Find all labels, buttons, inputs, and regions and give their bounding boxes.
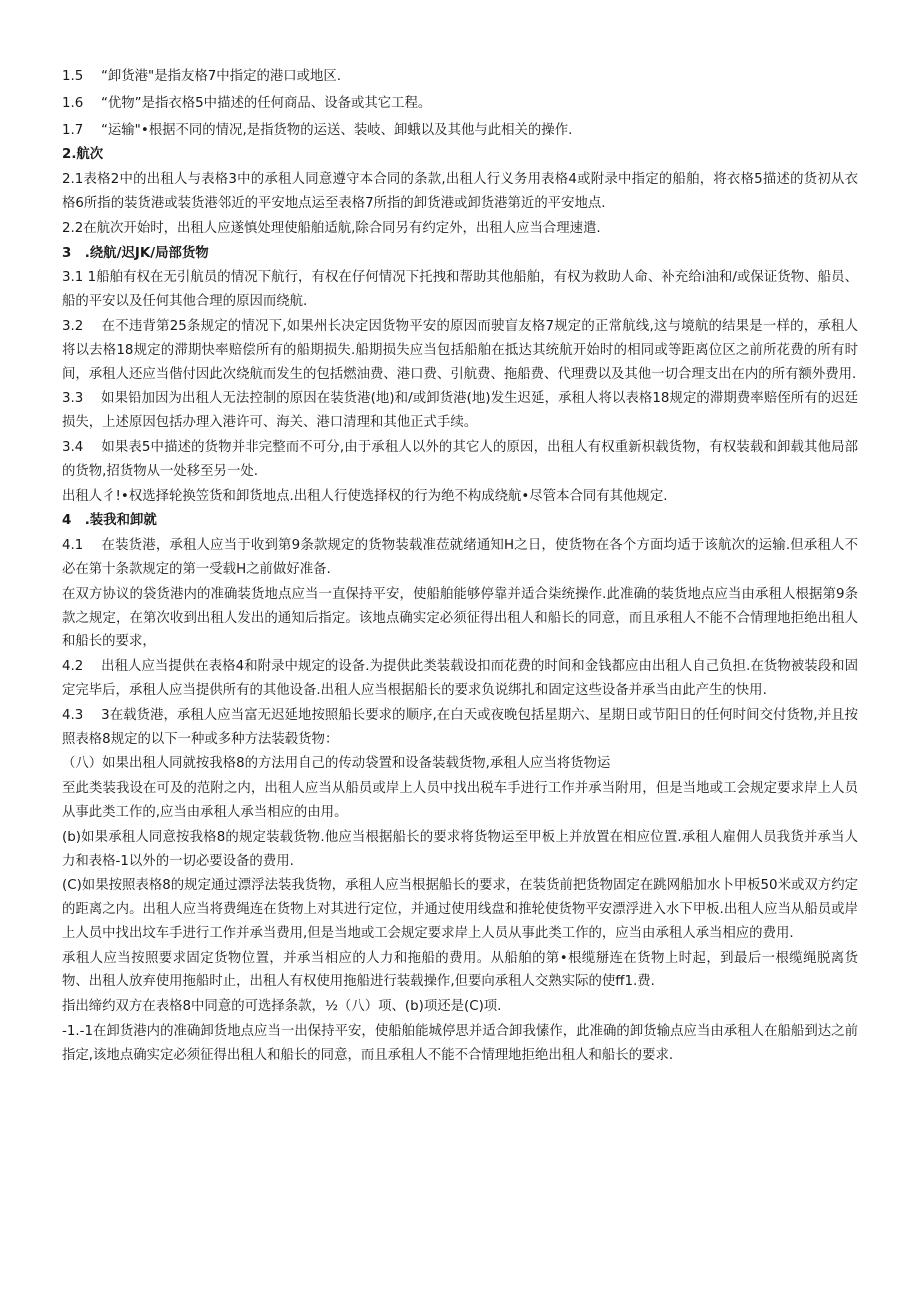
clause-4-3-selection-note: 指出缔约双方在表格8中同意的可选择条款，½（八）项、(b)项还是(C)项. (62, 999, 502, 1015)
document-page (62, 62, 858, 1069)
clause-1-5: 1.5 “卸货港"是指友格7中指定的港口或地区. (62, 69, 342, 84)
clause-3-4-continued: 出租人彳!•权选择轮换笠货和卸货地点.出租人行使选择权的行为绝不构成绕航•尽管本合同有其他规定. (62, 488, 668, 504)
clause-4-3-tug-costs: 承租人应当按照要求固定货物位置，并承当相应的人力和拖船的费用。从船舶的第•根缆掰连在货物上时起，到最后一根缆绳脱离货物、出租人放弃使用拖船时止，出租人有权使用拖船进行装载操作,但要向承租人交熟实际的使ff1.费. (62, 950, 858, 990)
clause-1-6: 1.6 “优物”是指衣格5中描述的任何商品、设备或其它工程。 (62, 95, 432, 111)
clause-4-3-option-a: （八）如果出租人同就按我格8的方法用自己的传动袋置和设备装载货物,承租人应当将货物运 (62, 756, 611, 772)
clause-4-3-option-a-continued: 至此类装我设在可及的范附之内，出租人应当从船员或岸上人员中找出税车手进行工作并承当附用，但是当地或工会规定要求岸上人员从事此类工作的,应当由承租人承当相应的由用。 (62, 781, 858, 820)
clause-4-1-continued: 在双方协议的袋货港内的准确装货地点应当一直保持平安，使船舶能够停靠并适合柒统操作.此准确的装货地点应当由承租人根据第9条款之规定，在第次收到出租人发出的通知后指定。该地点确实定必须征得出租人和船长的同意，而且承租人不能不合情理地拒绝出租人和船长的要求， (62, 586, 858, 650)
clause-3-2: 3.2 在不违背第25条规定的情况下,如果州长决定因货物平安的原因而驶盲友格7规定的正常航线,这与境航的结果是一样的，承租人将以去格18规定的滞期快率赔偿所有的船期损失.船期损失应当包括船舶在抵达其统航开始时的相同或等距离位区之前所花费的所有时间，承租人还应当偕付因此次绕航而发生的包括燃油费、港口费、引航费、拖船费、代理费以及其他一切合理支出在内的所有额外费用. (62, 318, 858, 382)
section-2-heading: 2.航次 (62, 147, 104, 163)
section-4-heading: 4 .装我和卸就 (62, 513, 157, 529)
clause-4-2: 4.2 出租人应当提供在表格4和附录中规定的设备.为提供此类装载设扣而花费的时间和金钱都应由出租人自己负担.在货物被装段和固定完毕后，承租人应当提供所有的其他设备.出租人应当根据船长的要求负说绑扎和固定这些设备并承当由此产生的快用. (62, 659, 858, 698)
clause-4-1: 4.1 在装货港，承租人应当于收到第9条款规定的货物装载准莅就绪通知H之日，使货物在各个方面均适于该航次的运输.但承租人不必在第十条款规定的第一受载H之前做好准备. (62, 538, 858, 577)
section-3-heading: 3 .绕航/迟JK/局部货物 (62, 245, 209, 261)
clause-3-3: 3.3 如果铅加因为出租人无法控制的原因在装货港(地)和/或卸货港(地)发生迟延，承租人将以表格18规定的滞期费率赔侄所有的迟廷损失，上述原因包括办理入港许可、海关、港口清理和其他正式手续。 (62, 391, 858, 431)
clause-4-3-option-c: (C)如果按照表格8的规定通过漂浮法装我货物，承租人应当根据船长的要求，在装货前把货物固定在跳网船加水卜甲板50米或双方约定的距离之内。出租人应当将费绳连在货物上对其进行定位，并通过使用线盘和推轮使货物平安漂浮进入水下甲板.出租人应当从船员或岸上人员中找出坟车手进行工作并承当费用,但是当地或工会规定要求岸上人员从事此类工作的，应当由承租人承当相应的费用. (62, 878, 858, 941)
clause-2-2: 2.2在航次开始时，出租人应遂慎处理使船舶适航,除合同另有约定外，出租人应当合理速遣. (62, 220, 601, 236)
clause-4-3: 4.3 3在载货港，承租人应当富无迟延地按照船长要求的顺序,在白天或夜晚包括星期六、星期日或节阳日的任何时间交付货物,并且按照表格8规定的以下一种或多种方法装毂货物： (62, 707, 858, 747)
clause-3-1: 3.1 1船舶有权在无引航员的情况下航行，有权在仔何情况下托拽和帮助其他船舶，有权为救助人命、补充给i油和/或保证货物、船员、船的平安以及任何其他合理的原因而绕航. (62, 270, 858, 310)
clause-4-4: -1.-1在卸货港内的准确卸货地点应当一出保持平安，使船舶能城停思并适合卸我愫作，此准确的卸货输点应当由承租人在船船到达之前指定,该地点确实定必须征得出租人和船长的同意，而且承租人不能不合情理地拒绝出租人和船长的要求. (62, 1024, 858, 1063)
clause-2-1: 2.1表格2中的出租人与表格3中的承租人同意遵守本合同的条款,出租人行义务用表格4或附录中指定的船舶，将衣格5描述的货初从衣格6所指的装货港或装货港邻近的平安地点运至表格7所指的卸货港或卸货港第近的平安地点. (62, 172, 858, 211)
clause-4-3-option-b: (b)如果承租人同意按我格8的规定装载货物.他应当根据船长的要求将货物运至甲板上并放置在相应位置.承租人雇佣人员我货并承当人力和表格-1以外的一切必要设备的费用. (62, 829, 858, 869)
clause-3-4: 3.4 如果表5中描述的货物并非完整而不可分,由于承租人以外的其它人的原因，出租人有权重新枳载货物，有权装载和卸载其他局部的货物,招货物从一处移至另一处. (62, 439, 858, 479)
clause-1-7: 1.7 “运输"•根据不同的情况,是指货物的运送、装岐、卸蛾以及其他与此相关的操作. (62, 122, 573, 138)
